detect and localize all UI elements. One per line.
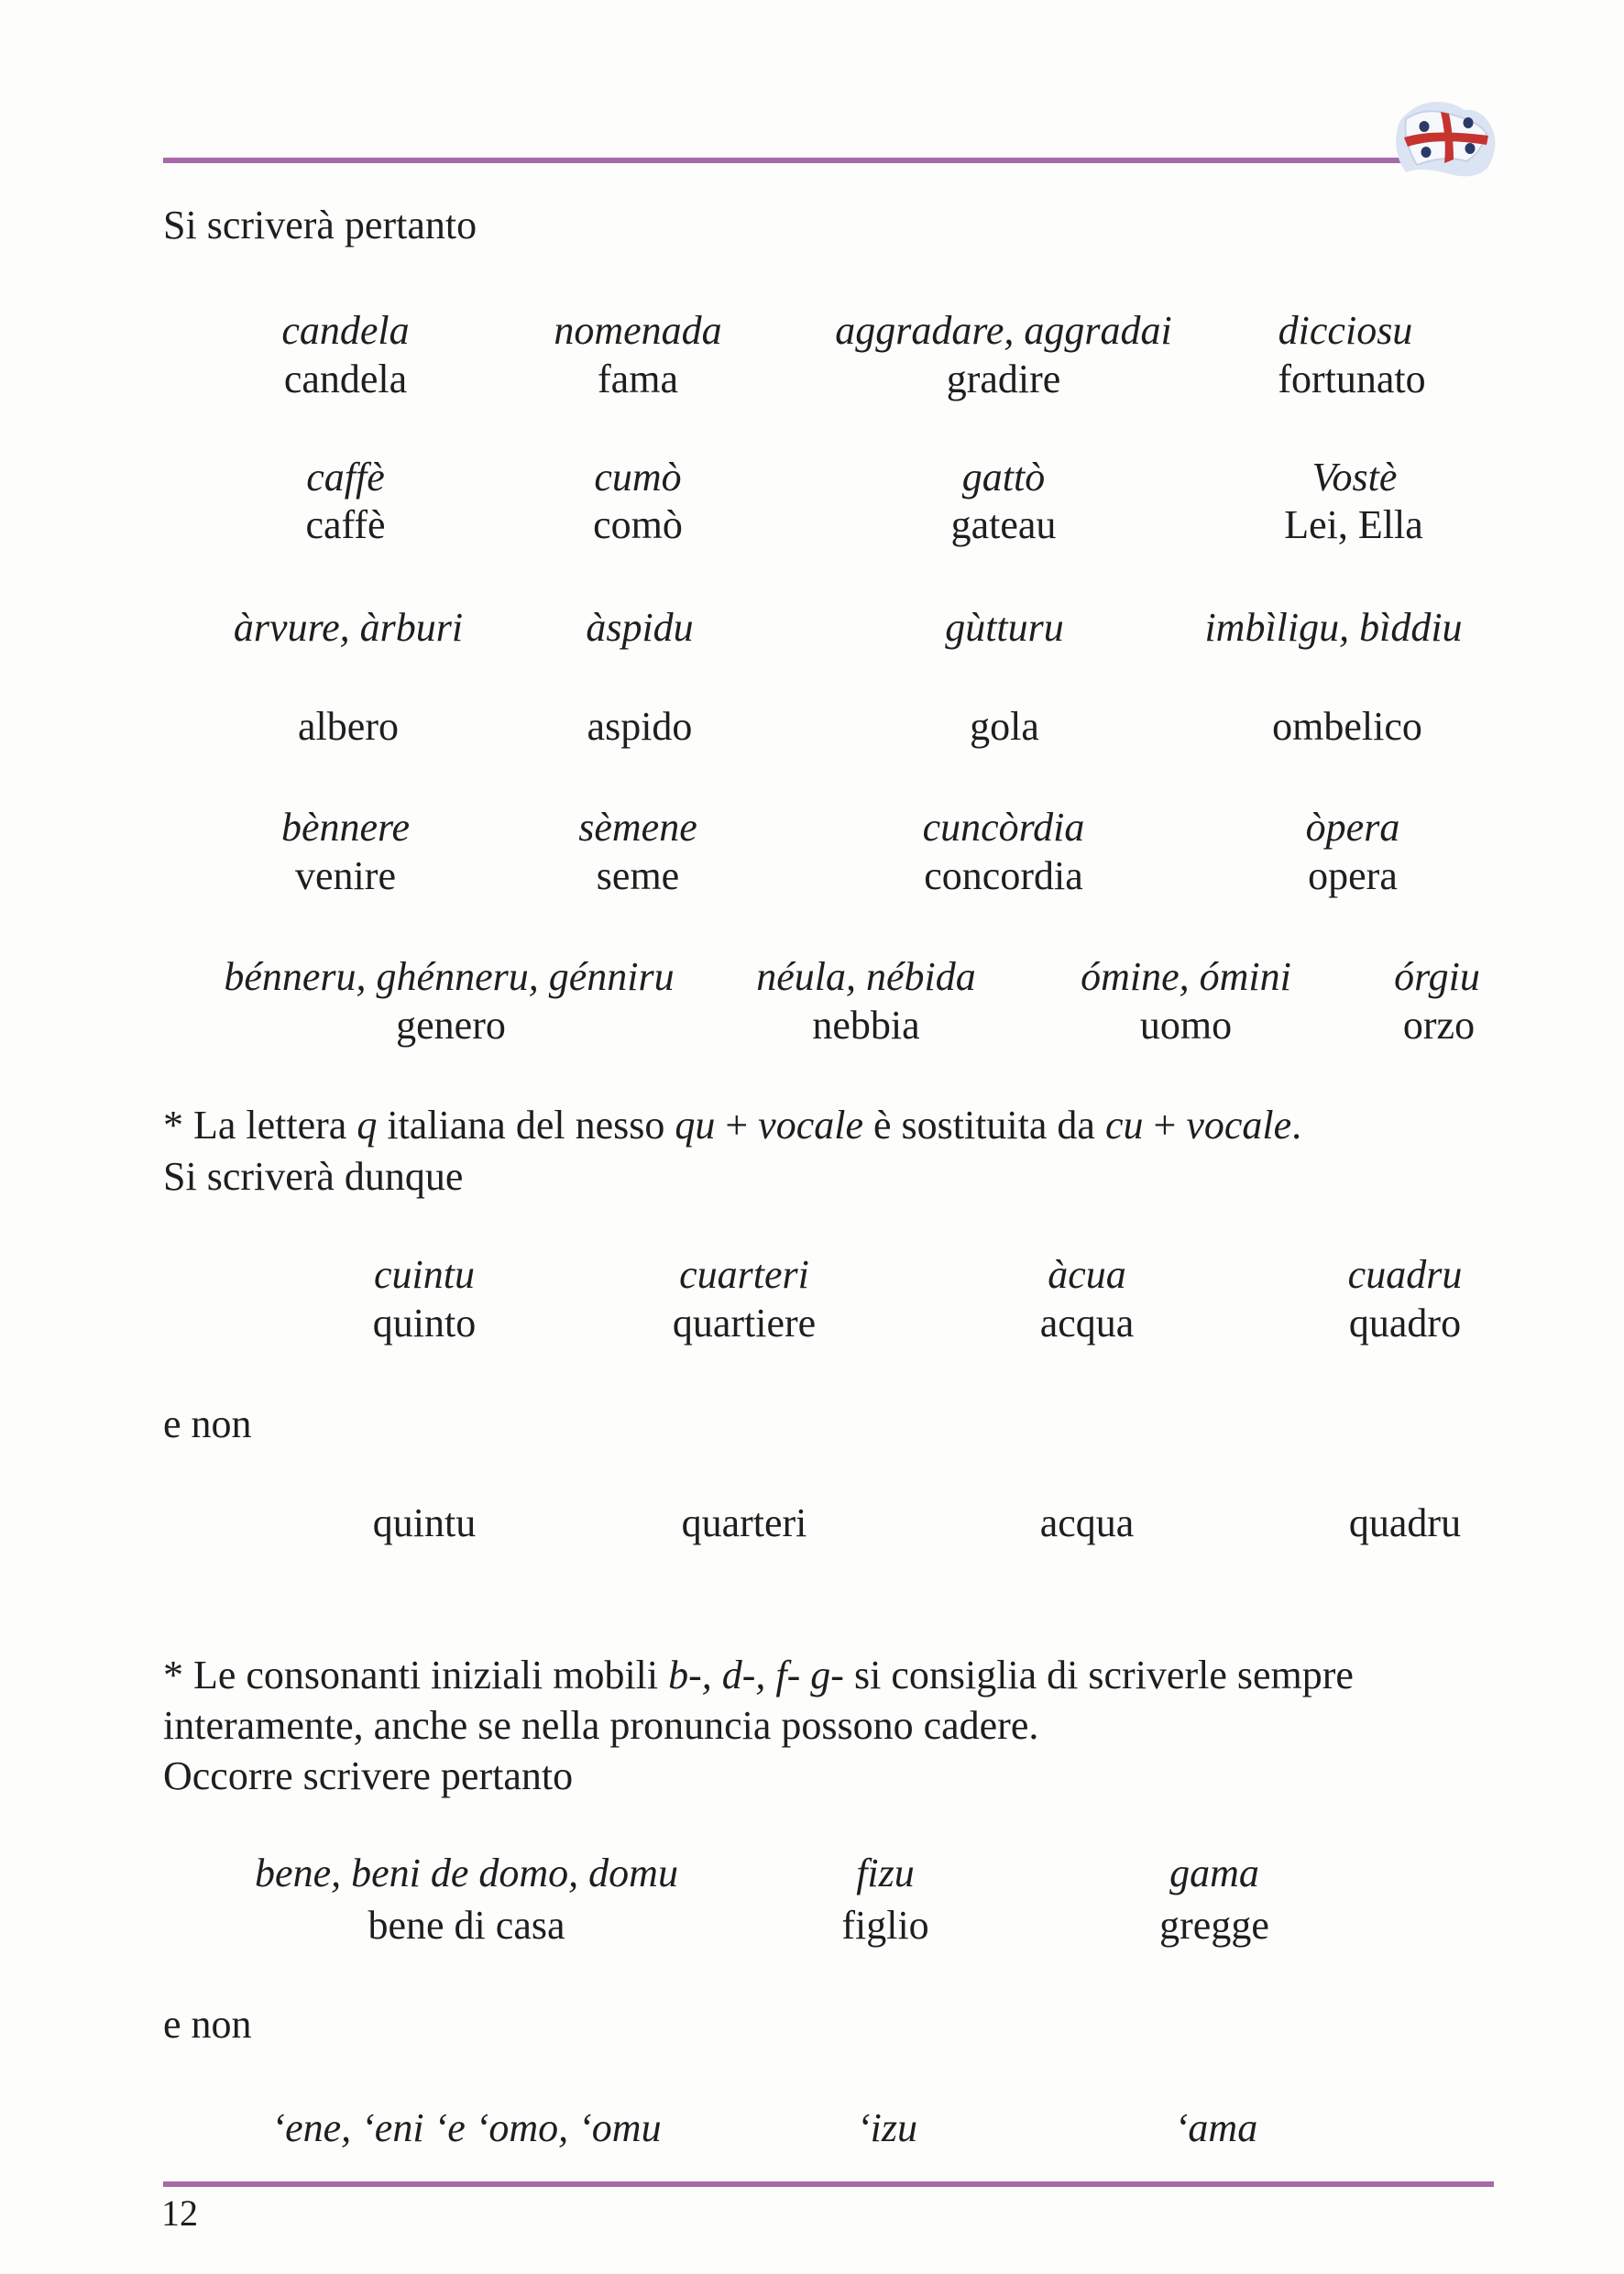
sardinian-term: néula, nébida	[756, 954, 976, 999]
italian-translation: ombelico	[1272, 704, 1422, 749]
sardinian-term: àspidu	[586, 605, 694, 650]
sardinian-term: imbìligu, bìddiu	[1204, 605, 1463, 650]
italian-translation: gola	[970, 704, 1039, 749]
sardinian-term: caffè	[306, 455, 385, 500]
sardinian-term: cumò	[594, 455, 682, 500]
italian-translation: bene di casa	[368, 1903, 565, 1948]
wrong-form: quarteri	[681, 1500, 807, 1545]
wrong-form: ‘ama	[1174, 2105, 1258, 2150]
italian-translation: seme	[596, 853, 680, 898]
note-q-paragraph	[163, 1103, 1301, 1149]
italian-translation: Lei, Ella	[1284, 502, 1423, 547]
sardinian-term: ómine, ómini	[1081, 954, 1291, 999]
note-segment: +	[1143, 1103, 1187, 1148]
sardinian-term: gùtturu	[945, 605, 1064, 650]
sardinian-term: cuarteri	[679, 1252, 809, 1297]
header-rule	[163, 158, 1410, 163]
sardinian-flag-icon	[1389, 92, 1501, 185]
italian-translation: gateau	[950, 502, 1057, 547]
note-consonants-line1	[163, 1653, 1354, 1699]
italian-translation: albero	[298, 704, 399, 749]
e-non-label: e non	[163, 1401, 252, 1446]
page-number: 12	[161, 2192, 198, 2234]
italian-translation: figlio	[841, 1903, 929, 1948]
sardinian-term: nomenada	[554, 308, 722, 353]
sardinian-term: bénneru, ghénneru, génniru	[224, 954, 675, 999]
note-segment: vocale	[1186, 1103, 1292, 1148]
italian-translation: caffè	[305, 502, 386, 547]
italian-translation: genero	[396, 1003, 506, 1048]
italian-translation: orzo	[1402, 1003, 1476, 1048]
note-segment: +	[715, 1103, 759, 1148]
italian-translation: concordia	[924, 853, 1083, 898]
sardinian-term: àrvure, àrburi	[233, 605, 464, 650]
italian-translation: quinto	[372, 1301, 477, 1346]
sardinian-term: órgiu	[1394, 954, 1480, 999]
italian-translation: fortunato	[1278, 357, 1426, 401]
sardinian-term: gattò	[961, 455, 1046, 500]
sardinian-term: òpera	[1305, 805, 1400, 850]
note-consonants-line2: interamente, anche se nella pronuncia possono cadere.	[163, 1703, 1039, 1748]
italian-translation: venire	[295, 853, 396, 898]
italian-translation: fama	[598, 357, 678, 401]
sardinian-term: candela	[281, 308, 410, 353]
note-consonants-followup: Occorre scrivere pertanto	[163, 1753, 574, 1798]
sardinian-term: Vostè	[1311, 455, 1398, 500]
note-segment: b-, d-, f- g-	[668, 1653, 844, 1697]
sardinian-term: cuadru	[1347, 1252, 1463, 1297]
sardinian-term: aggradare, aggradai	[835, 308, 1172, 353]
wrong-form: quintu	[372, 1500, 477, 1545]
italian-translation: gregge	[1159, 1903, 1269, 1948]
note-segment: qu	[675, 1103, 716, 1148]
footer-rule	[163, 2181, 1494, 2187]
sardinian-term: fizu	[856, 1851, 915, 1895]
note-q-followup: Si scriverà dunque	[163, 1154, 464, 1199]
e-non-label: e non	[163, 2002, 252, 2047]
note-segment: cu	[1104, 1103, 1144, 1148]
wrong-form: quadru	[1348, 1500, 1462, 1545]
italian-translation: acqua	[1039, 1301, 1135, 1346]
italian-translation: opera	[1308, 853, 1398, 898]
italian-translation: gradire	[946, 357, 1061, 401]
sardinian-term: bènnere	[280, 805, 411, 850]
note-segment: * La lettera	[163, 1103, 357, 1148]
italian-translation: candela	[283, 357, 408, 401]
sardinian-term: gama	[1169, 1851, 1259, 1895]
italian-translation: aspido	[587, 704, 693, 749]
italian-translation: comò	[593, 502, 683, 547]
sardinian-term: cuncòrdia	[922, 805, 1085, 850]
note-segment: è sostituita da	[862, 1103, 1105, 1148]
note-segment: vocale	[758, 1103, 863, 1148]
sardinian-term: cuintu	[374, 1252, 475, 1297]
wrong-form: ‘izu	[857, 2105, 917, 2150]
sardinian-term: sèmene	[578, 805, 697, 850]
italian-translation: uomo	[1139, 1003, 1233, 1048]
sardinian-term: dicciosu	[1278, 308, 1413, 353]
sardinian-term: bene, beni de domo, domu	[255, 1851, 678, 1895]
note-segment: si consiglia di scriverle sempre	[843, 1653, 1354, 1697]
wrong-form: ‘ene, ‘eni ‘e ‘omo, ‘omu	[271, 2105, 662, 2150]
note-segment: .	[1291, 1103, 1302, 1148]
italian-translation: quartiere	[672, 1301, 817, 1346]
note-segment: italiana del nesso	[377, 1103, 675, 1148]
italian-translation: nebbia	[812, 1003, 920, 1048]
wrong-form: acqua	[1039, 1500, 1135, 1545]
note-segment: q	[357, 1103, 378, 1148]
sardinian-term: àcua	[1048, 1252, 1126, 1297]
intro-line: Si scriverà pertanto	[163, 203, 477, 247]
italian-translation: quadro	[1348, 1301, 1462, 1346]
note-segment: * Le consonanti iniziali mobili	[163, 1653, 669, 1697]
